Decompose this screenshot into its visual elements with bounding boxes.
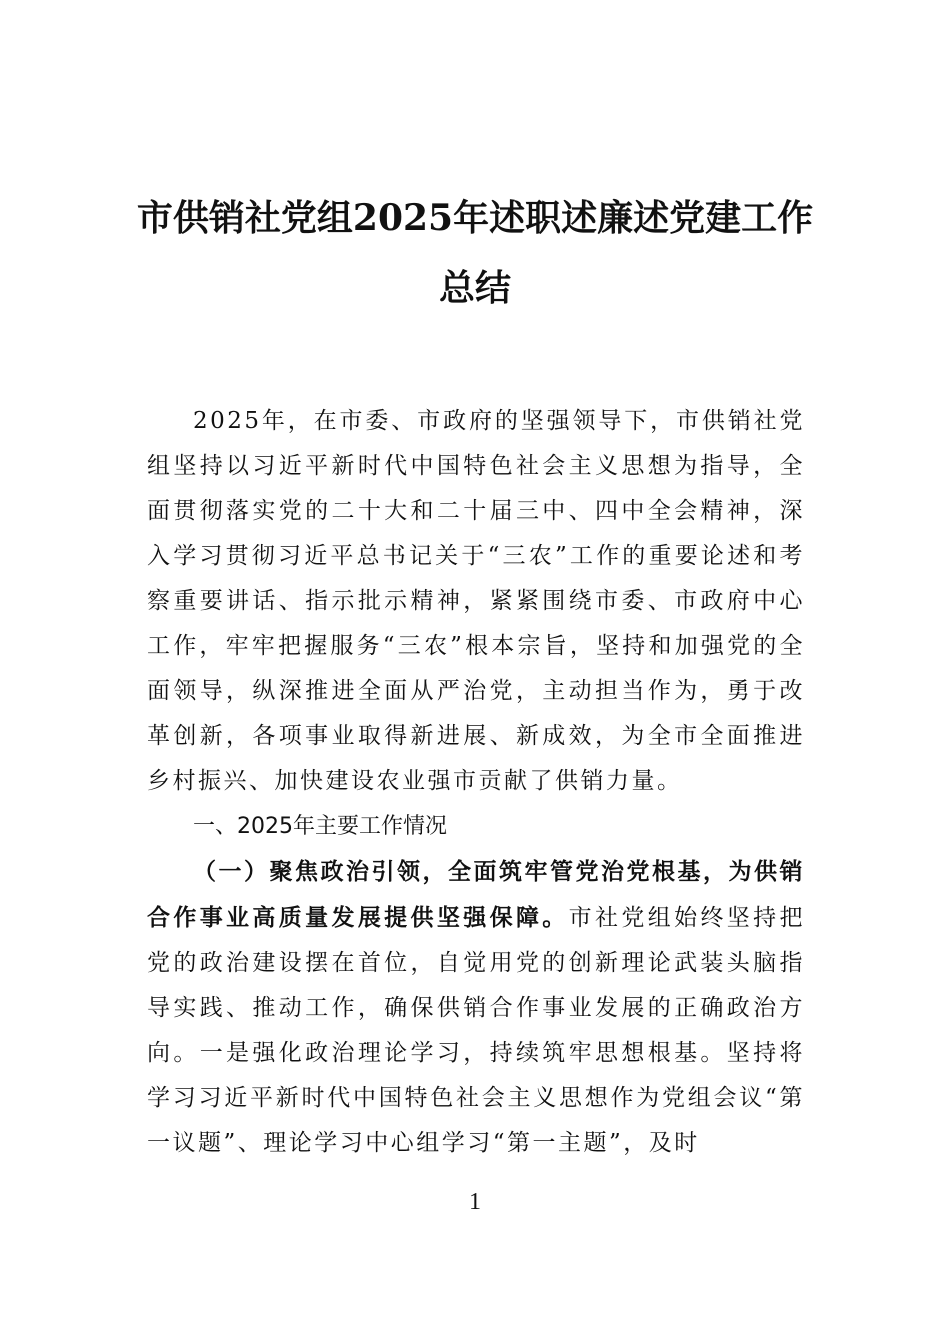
document-title-line-2: 总结 bbox=[438, 267, 511, 309]
subsection-body: 市社党组始终坚持把党的政治建设摆在首位，自觉用党的创新理论武装头脑指导实践、推动工作，确保供销合作事业发展的正确政治方向。一是强化政治理论学习，持续筑牢思想根基。坚持将学习习近平新时代中国特色社会主义思想作为党组会议“第一议题”、理论学习中心组学习“第一主题”，及时 bbox=[147, 905, 806, 1156]
section-heading: 一、2025年主要工作情况 bbox=[193, 814, 447, 839]
document-title-line-1: 市供销社党组2025年述职述廉述党建工作 bbox=[136, 197, 814, 239]
page-number: 1 bbox=[469, 1189, 481, 1215]
document-body bbox=[147, 399, 805, 1166]
subsection-paragraph bbox=[147, 849, 805, 1166]
subsection-lead: （一）聚焦政治引领，全面筑牢管党治党根基，为供销合作事业高质量发展提供坚强保障。 bbox=[147, 858, 805, 931]
intro-paragraph: 2025年，在市委、市政府的坚强领导下，市供销社党组坚持以习近平新时代中国特色社会主义思想为指导，全面贯彻落实党的二十大和二十届三中、四中全会精神，深入学习贯彻习近平总书记关于“三农”工作的重要论述和考察重要讲话、指示批示精神，紧紧围绕市委、市政府中心工作，牢牢把握服务“三农”根本宗旨，坚持和加强党的全面领导，纵深推进全面从严治党，主动担当作为，勇于改革创新，各项事业取得新进展、新成效，为全市全面推进乡村振兴、加快建设农业强市贡献了供销力量。 bbox=[147, 408, 805, 794]
